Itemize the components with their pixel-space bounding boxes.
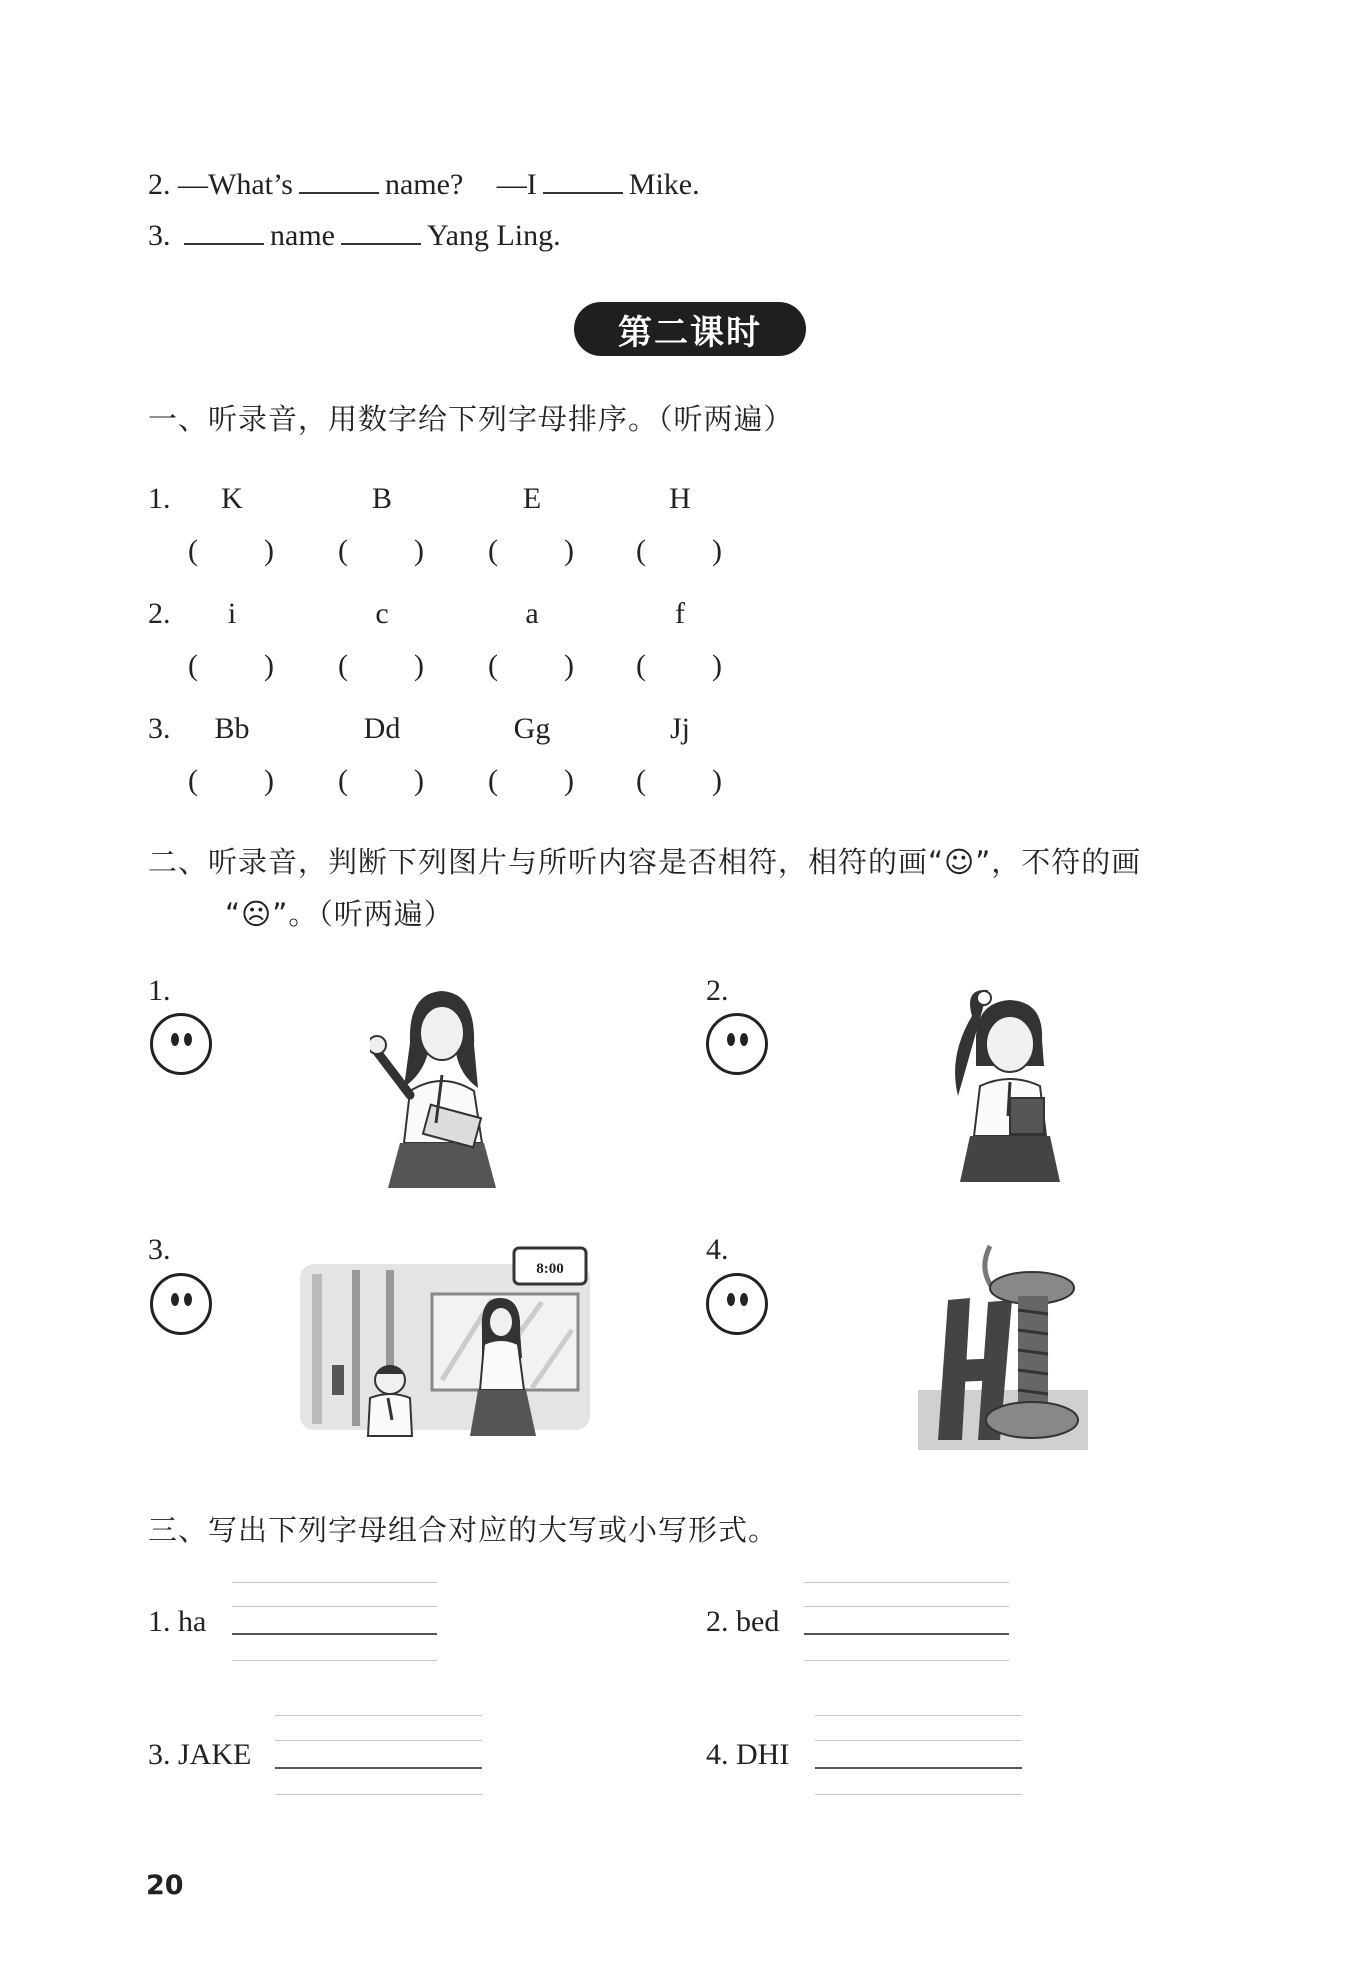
writing-line[interactable]: [275, 1767, 482, 1769]
letter: Jj: [669, 712, 690, 745]
letter-h-i-picture: [918, 1240, 1088, 1450]
write-item-label: 1. ha: [148, 1605, 207, 1638]
answer-paren-open: (: [338, 534, 348, 567]
order-answer-slot[interactable]: [650, 534, 710, 568]
letter: Gg: [513, 712, 551, 745]
smiley-face-answer[interactable]: [150, 1013, 212, 1075]
answer-paren-close: ): [414, 764, 424, 797]
write-item-label: 2. bed: [706, 1605, 780, 1638]
order-answer-slot[interactable]: [502, 534, 562, 568]
order-answer-slot[interactable]: [650, 764, 710, 798]
question-3: [148, 219, 561, 253]
question-text: Yang Ling.: [426, 219, 561, 252]
picture-item-number: 4.: [706, 1233, 729, 1266]
question-number: 3.: [148, 219, 171, 252]
picture-item-number: 3.: [148, 1233, 171, 1266]
writing-line[interactable]: [815, 1767, 1022, 1769]
page-number: 20: [146, 1870, 184, 1901]
order-answer-slot[interactable]: [502, 764, 562, 798]
clock-display: 8:00: [536, 1261, 564, 1277]
question-text: name: [270, 219, 335, 252]
answer-paren-open: (: [188, 764, 198, 797]
answer-paren-open: (: [636, 649, 646, 682]
answer-paren-open: (: [488, 764, 498, 797]
order-answer-slot[interactable]: [202, 534, 262, 568]
letter: H: [669, 482, 691, 515]
writing-line[interactable]: [804, 1633, 1009, 1635]
girl-with-book-picture: [948, 986, 1066, 1191]
question-text: Mike.: [628, 168, 700, 201]
section2-title-line1: 二、听录音，判断下列图片与所听内容是否相符，相符的画“☺”，不符的画: [148, 845, 1142, 879]
answer-paren-close: ): [264, 534, 274, 567]
answer-paren-close: ): [564, 649, 574, 682]
question-number: 2.: [148, 168, 171, 201]
answer-paren-open: (: [488, 534, 498, 567]
question-text: —I: [496, 168, 537, 201]
answer-paren-open: (: [188, 534, 198, 567]
order-answer-slot[interactable]: [202, 764, 262, 798]
write-item-label: 4. DHI: [706, 1738, 790, 1771]
letter: a: [525, 597, 539, 630]
answer-paren-close: ): [564, 534, 574, 567]
row-number: 1.: [148, 482, 171, 515]
order-answer-slot[interactable]: [202, 649, 262, 683]
section2-title-line2: “☹”。（听两遍）: [225, 897, 454, 931]
smiley-face-answer[interactable]: [150, 1273, 212, 1335]
answer-paren-close: ): [712, 649, 722, 682]
picture-item-number: 1.: [148, 974, 171, 1007]
letter: f: [675, 597, 685, 630]
answer-paren-close: ): [264, 764, 274, 797]
picture-item-number: 2.: [706, 974, 729, 1007]
question-text: —What’s: [178, 168, 293, 201]
answer-paren-close: ): [414, 649, 424, 682]
row-number: 3.: [148, 712, 171, 745]
letter: B: [371, 482, 392, 515]
smiley-face-answer[interactable]: [706, 1013, 768, 1075]
letter: E: [522, 482, 542, 515]
answer-paren-open: (: [338, 764, 348, 797]
question-text: name?: [384, 168, 464, 201]
lesson-title-badge: 第二课时: [574, 302, 806, 356]
order-answer-slot[interactable]: [352, 534, 412, 568]
order-answer-slot[interactable]: [650, 649, 710, 683]
letter: i: [227, 597, 237, 630]
answer-blank[interactable]: [184, 242, 264, 245]
letter: Bb: [214, 712, 250, 745]
answer-paren-close: ): [414, 534, 424, 567]
section1-title: 一、听录音，用数字给下列字母排序。（听两遍）: [148, 402, 794, 436]
order-answer-slot[interactable]: [352, 649, 412, 683]
write-item-label: 3. JAKE: [148, 1738, 252, 1771]
classroom-door-picture: [292, 1240, 602, 1440]
girl-waving-picture: [370, 983, 510, 1193]
answer-paren-close: ): [264, 649, 274, 682]
answer-paren-open: (: [488, 649, 498, 682]
question-2: [148, 168, 700, 202]
answer-blank[interactable]: [341, 242, 421, 245]
letter: c: [375, 597, 389, 630]
answer-paren-close: ): [712, 764, 722, 797]
answer-paren-open: (: [338, 649, 348, 682]
row-number: 2.: [148, 597, 171, 630]
letter: Dd: [363, 712, 401, 745]
answer-blank[interactable]: [299, 191, 379, 194]
answer-paren-open: (: [188, 649, 198, 682]
writing-line[interactable]: [232, 1633, 437, 1635]
answer-paren-close: ): [712, 534, 722, 567]
smiley-face-answer[interactable]: [706, 1273, 768, 1335]
answer-blank[interactable]: [543, 191, 623, 194]
answer-paren-open: (: [636, 534, 646, 567]
order-answer-slot[interactable]: [502, 649, 562, 683]
answer-paren-open: (: [636, 764, 646, 797]
answer-paren-close: ): [564, 764, 574, 797]
section3-title: 三、写出下列字母组合对应的大写或小写形式。: [148, 1513, 779, 1547]
letter: K: [221, 482, 243, 515]
order-answer-slot[interactable]: [352, 764, 412, 798]
